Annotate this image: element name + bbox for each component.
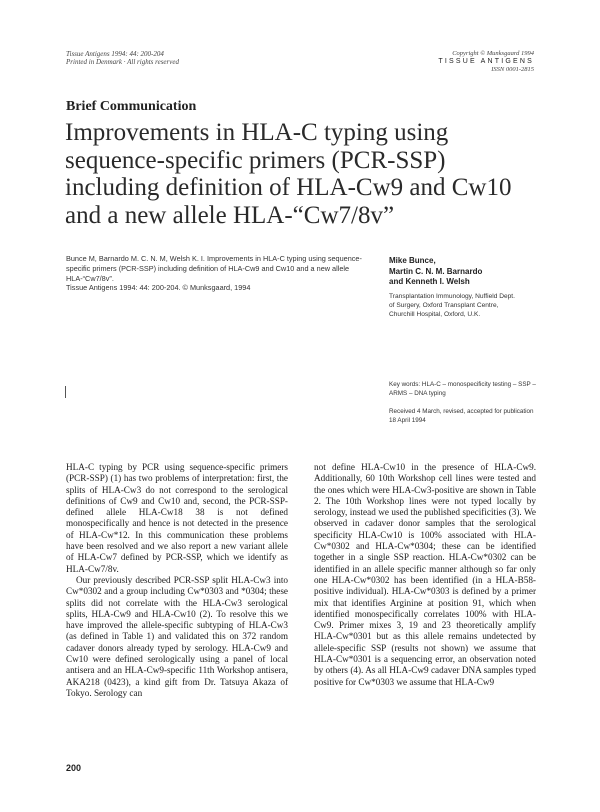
copyright-line: Copyright © Munksgaard 1994 [452, 50, 534, 57]
body-column-right [314, 462, 536, 688]
running-header-right [420, 50, 534, 74]
affiliation-line: Churchill Hospital, Oxford, U.K. [389, 311, 481, 318]
journal-citation-header: Tissue Antigens 1994: 44: 200-204 [66, 50, 164, 58]
body-paragraph: not define HLA-Cw10 in the presence of HLA-Cw9. Additionally, 60 10th Workshop cell lines were tested and the ones which were HLA-Cw3-positive are shown in Table 2. The 10th Workshop lines were not typed locally by serology, instead we used the published specificities (3). We observed in cadaver donor samples that the serological specificity HLA-Cw10 is 100% associated with HLA-Cw*0302 and HLA-Cw*0304; these can be identified together in a single SSP reaction. HLA-Cw*0302 can be identified in an allele specific manner although so far only one HLA-Cw*0302 has been identified (in a HLA-B58-positive individual). HLA-Cw*0303 is defined by a primer mix that identifies Arginine at position 91, which when identified monospecifically correlates 100% with HLA-Cw9. Primer mixes 3, 19 and 23 theoretically amplify HLA-Cw*0301 but as this allele remains undetected by allele-specific SSP (results not shown) we assume that HLA-Cw*0301 is a sequencing error, an observation noted by others (4). As all HLA-Cw9 cadaver DNA samples typed positive for Cw*0303 we assume that HLA-Cw9 [314, 462, 536, 687]
body-column-left [66, 462, 288, 699]
affiliation [389, 292, 539, 319]
author: Mike Bunce, [389, 256, 436, 265]
title-line: sequence-specific primers (PCR-SSP) [65, 146, 446, 174]
margin-mark [65, 386, 66, 398]
keywords: Key words: HLA-C – monospecificity testing – SSP – ARMS – DNA typing [389, 381, 536, 397]
article-title [65, 119, 535, 229]
printed-in-line: Printed in Denmark · All rights reserved [66, 58, 179, 66]
title-line: and a new allele HLA-“Cw7/8v” [65, 201, 395, 229]
affiliation-line: of Surgery, Oxford Transplant Centre, [389, 302, 499, 309]
citation-journal: Tissue Antigens 1994: 44: 200-204. © Munksgaard, 1994 [66, 283, 251, 293]
body-paragraph: Our previously described PCR-SSP split HLA-Cw3 into Cw*0302 and a group including Cw*0303 and *0304; these splits did not correlate with the HLA-Cw3 serological splits, HLA-Cw9 and HLA-Cw10 (2). To resolve this we have improved the allele-specific subtyping of HLA-Cw3 (as defined in Table 1) and validated this on 372 random cadaver donors already typed by serology. HLA-Cw9 and Cw10 were defined serologically using a panel of local antisera and an HLA-Cw9-specific 11th Workshop antisera, AKA218 (0423), a kind gift from Dr. Tatsuya Akaza of Tokyo. Serology can [66, 574, 288, 698]
body-paragraph: HLA-C typing by PCR using sequence-specific primers (PCR-SSP) (1) has two problems of interpretation: first, the splits of HLA-Cw3 do not correspond to the serological definitions of Cw9 and Cw10 and, second, the PCR-SSP-defined allele HLA-Cw18 38 is not defined monospecifically and hence is not detected in the presence of HLA-Cw*12. In this communication these problems have been resolved and we also report a new variant allele of HLA-Cw7 defined by PCR-SSP, which we identify as HLA-Cw7/8v. [66, 462, 288, 574]
author: and Kenneth I. Welsh [389, 277, 470, 286]
author: Martin C. N. M. Barnardo [389, 266, 483, 276]
issn-line: ISSN 0001-2815 [491, 66, 534, 73]
citation-text: Bunce M, Barnardo M. C. N. M, Welsh K. I. Improvements in HLA-C typing using sequence-specific primers (PCR-SSP) including definition of HLA-Cw9 and Cw10 and a new allele HLA-“Cw7/8v”. [66, 254, 362, 283]
title-line: including definition of HLA-Cw9 and Cw10 [65, 174, 512, 201]
title-line: Improvements in HLA-C typing using [65, 119, 449, 146]
author-list [389, 256, 539, 288]
page-number: 200 [66, 763, 82, 773]
running-header-left [66, 50, 179, 66]
section-heading: Brief Communication [66, 99, 197, 114]
journal-name: TISSUE ANTIGENS [438, 58, 534, 65]
affiliation-line: Transplantation Immunology, Nuffield Dept. [389, 293, 515, 300]
received-dates: Received 4 March, revised, accepted for publication 18 April 1994 [389, 408, 534, 424]
citation-block [66, 254, 366, 293]
